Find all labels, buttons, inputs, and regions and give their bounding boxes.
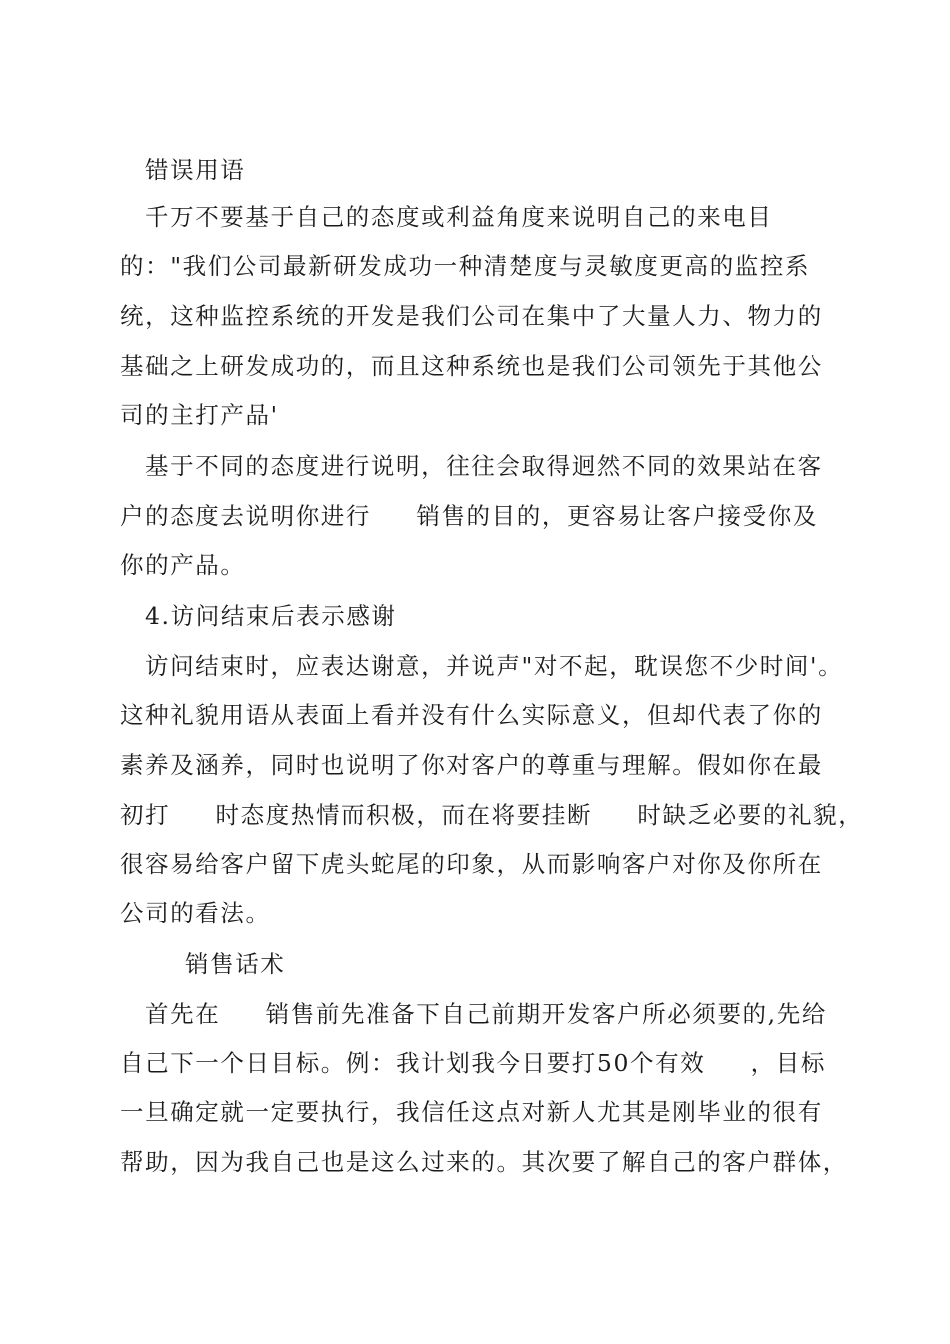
section-heading-thanks: 4.访问结束后表示感谢 [145,602,397,630]
paragraph-line: 公司的看法。 [120,899,271,927]
paragraph-line: 帮助，因为我自己也是这么过来的。其次要了解自己的客户群体， [120,1148,848,1176]
paragraph-line: 首先在 销售前先准备下自己前期开发客户所必须要的,先给 [145,1000,827,1028]
paragraph-line: 初打 时态度热情而积极，而在将要挂断 时缺乏必要的礼貌， [120,801,864,829]
section-heading-sales-script: 销售话术 [185,950,286,978]
paragraph-line: 基础之上研发成功的，而且这种系统也是我们公司领先于其他公 [120,352,823,380]
paragraph-line: 的："我们公司最新研发成功一种清楚度与灵敏度更高的监控系 [120,252,811,280]
paragraph-line: 这种礼貌用语从表面上看并没有什么实际意义，但却代表了你的 [120,701,823,729]
paragraph-line: 一旦确定就一定要执行，我信任这点对新人尤其是刚毕业的很有 [120,1098,823,1126]
paragraph-line: 司的主打产品' [120,401,279,429]
paragraph-line: 访问结束时，应表达谢意，并说声"对不起，耽误您不少时间'。 [145,652,844,680]
paragraph-line: 统，这种监控系统的开发是我们公司在集中了大量人力、物力的 [120,302,823,330]
paragraph-line: 自己下一个日目标。例：我计划我今日要打50个有效 ，目标 [120,1049,826,1077]
paragraph-line: 基于不同的态度进行说明，往往会取得迥然不同的效果站在客 [145,452,823,480]
paragraph-line: 素养及涵养，同时也说明了你对客户的尊重与理解。假如你在最 [120,751,823,779]
section-heading-wrong-phrases: 错误用语 [145,156,246,184]
paragraph-line: 你的产品。 [120,551,246,579]
paragraph-line: 千万不要基于自己的态度或利益角度来说明自己的来电目 [145,203,773,231]
paragraph-line: 很容易给客户留下虎头蛇尾的印象，从而影响客户对你及你所在 [120,850,823,878]
paragraph-line: 户的态度去说明你进行 销售的目的，更容易让客户接受你及 [120,502,818,530]
